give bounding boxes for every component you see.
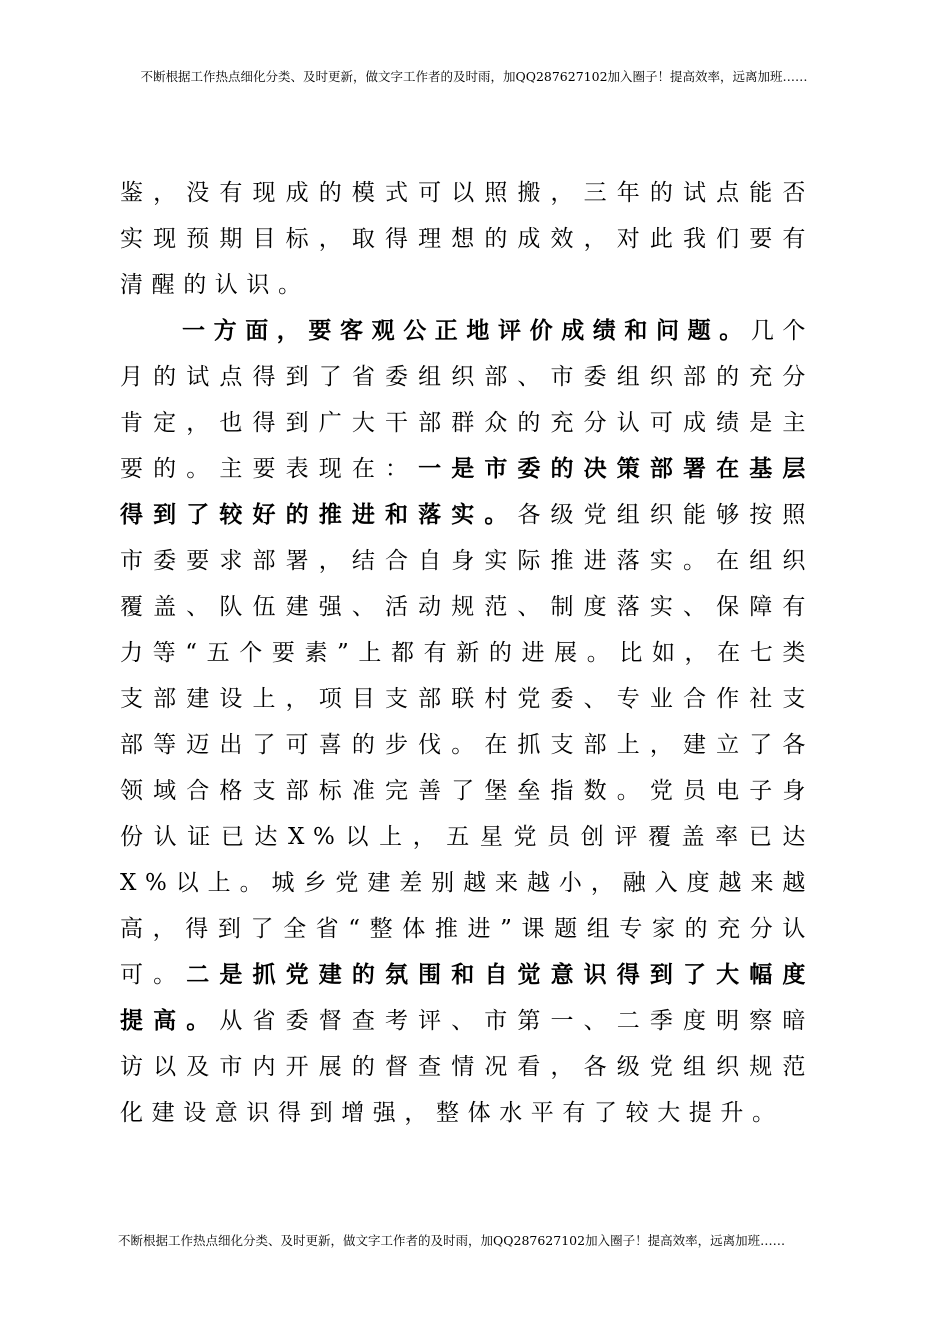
paragraph-text: 从省委督查考评、市第一、二季度明察暗访以及市内开展的督查情况看，各级党组织规范化建设意识得到增强，整体水平有了较大提升。 — [120, 1008, 814, 1126]
point-two-heading: 二是抓党建的氛围和自觉意识得到了大幅度提高。 — [120, 961, 815, 1034]
paragraph-evaluation — [120, 308, 814, 1136]
paragraph-text: 几个月的试点得到了省委组织部、市委组织部的充分肯定，也得到广大干部群众的充分认可成绩是主要的。主要表现在： — [120, 318, 815, 482]
section-heading: 一方面，要客观公正地评价成绩和问题。 — [182, 317, 751, 344]
page-footer: 不断根据工作热点细化分类、及时更新，做文字工作者的及时雨，加QQ287627102加入圈子！提高效率，远离加班…… — [118, 1233, 786, 1248]
point-one-heading: 一是市委的决策部署在基层得到了较好的推进和落实。 — [120, 455, 814, 528]
paragraph-text: 各级党组织能够按照市委要求部署，结合自身实际推进落实。在组织覆盖、队伍建强、活动规范、制度落实、保障有力等“五个要素”上都有新的进展。比如，在七类支部建设上，项目支部联村党委、专业合作社支部等迈出了可喜的步伐。在抓支部上，建立了各领域合格支部标准完善了堡垒指数。党员电子身份认证已达X%以上，五星党员创评覆盖率已达X%以上。城乡党建差别越来越小，融入度越来越高，得到了全省“整体推进”课题组专家的充分认可。 — [120, 502, 814, 988]
paragraph-continuation: 鉴，没有现成的模式可以照搬，三年的试点能否实现预期目标，取得理想的成效，对此我们要有清醒的认识。 — [120, 180, 814, 298]
page-header: 不断根据工作热点细化分类、及时更新，做文字工作者的及时雨，加QQ287627102加入圈子！提高效率，远离加班…… — [140, 69, 808, 84]
document-body — [120, 170, 814, 1136]
